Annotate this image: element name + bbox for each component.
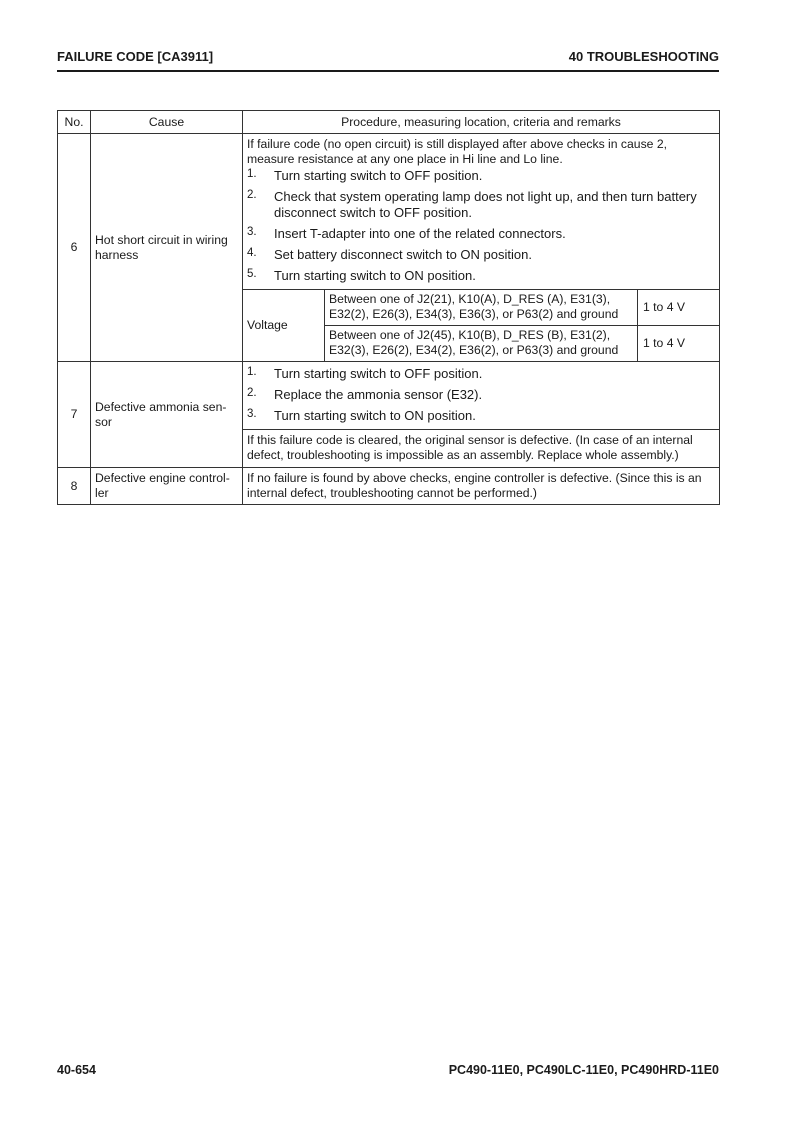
table-header-row xyxy=(58,111,720,134)
table-row xyxy=(58,134,720,362)
list-item xyxy=(247,408,715,424)
procedure-intro: If failure code (no open circuit) is still displayed after above checks in cause 2, measure resistance at any one place in Hi line and Lo line. xyxy=(247,137,668,166)
column-header-cause: Cause xyxy=(91,111,243,134)
measurement-location: Between one of J2(21), K10(A), D_RES (A), E31(3), E32(2), E26(3), E34(3), E36(3), or P63(2) and ground xyxy=(325,290,638,325)
chapter-title: 40 TROUBLESHOOTING xyxy=(568,49,719,64)
step-number: 2. xyxy=(247,387,257,399)
page-footer xyxy=(57,1063,719,1081)
measurement-value: 1 to 4 V xyxy=(643,336,686,350)
row-number: 7 xyxy=(58,362,91,468)
step-number: 4. xyxy=(247,247,257,259)
measurement-label: Voltage xyxy=(243,290,325,361)
list-item xyxy=(247,366,715,382)
row-cause: Hot short circuit in wiring harness xyxy=(91,134,243,362)
section-title: FAILURE CODE [CA3911] xyxy=(57,49,214,64)
model-list: PC490-11E0, PC490LC-11E0, PC490HRD-11E0 xyxy=(448,1063,719,1077)
troubleshooting-table xyxy=(57,110,720,505)
step-text: Turn starting switch to OFF position. xyxy=(274,168,483,183)
procedure-remark: If this failure code is cleared, the original sensor is defective. (In case of an internal defect, troubleshooting is impossible as an assembly. Replace whole assembly.) xyxy=(243,429,719,467)
measurement-grid xyxy=(243,289,719,361)
measurement-row xyxy=(325,325,719,361)
step-text: Replace the ammonia sensor (E32). xyxy=(274,387,483,402)
row-cause: Defective engine control-ler xyxy=(91,468,243,505)
step-text: Turn starting switch to OFF position. xyxy=(274,366,483,381)
measurement-location: Between one of J2(45), K10(B), D_RES (B), E31(2), E32(3), E26(2), E34(2), E36(2), or P63(3) and ground xyxy=(325,326,638,361)
list-item xyxy=(247,189,715,221)
list-item xyxy=(247,387,715,403)
row-number: 8 xyxy=(58,468,91,505)
procedure-steps xyxy=(247,366,715,424)
row-cause: Defective ammonia sen-sor xyxy=(91,362,243,468)
row-procedure xyxy=(243,468,720,505)
page-number: 40-654 xyxy=(57,1063,96,1077)
step-number: 5. xyxy=(247,268,257,280)
list-item xyxy=(247,168,715,184)
column-header-procedure: Procedure, measuring location, criteria and remarks xyxy=(243,111,720,134)
step-text: Turn starting switch to ON position. xyxy=(274,268,476,283)
column-header-no: No. xyxy=(58,111,91,134)
list-item xyxy=(247,247,715,263)
procedure-steps xyxy=(247,168,715,284)
measurement-value: 1 to 4 V xyxy=(643,300,686,314)
step-text: Check that system operating lamp does not light up, and then turn battery disconnect switch to OFF position. xyxy=(274,189,697,220)
step-text: Turn starting switch to ON position. xyxy=(274,408,476,423)
procedure-remark: If no failure is found by above checks, engine controller is defective. (Since this is an internal defect, troubleshooting cannot be performed.) xyxy=(247,471,702,500)
table-row xyxy=(58,362,720,468)
step-text: Insert T-adapter into one of the related connectors. xyxy=(274,226,566,241)
step-number: 1. xyxy=(247,168,257,180)
step-number: 3. xyxy=(247,408,257,420)
measurement-row xyxy=(325,290,719,325)
row-number: 6 xyxy=(58,134,91,362)
step-text: Set battery disconnect switch to ON position. xyxy=(274,247,532,262)
step-number: 3. xyxy=(247,226,257,238)
step-number: 2. xyxy=(247,189,257,201)
step-number: 1. xyxy=(247,366,257,378)
list-item xyxy=(247,268,715,284)
row-procedure xyxy=(243,362,720,468)
table-row xyxy=(58,468,720,505)
page-header xyxy=(57,48,719,72)
row-procedure xyxy=(243,134,720,362)
list-item xyxy=(247,226,715,242)
